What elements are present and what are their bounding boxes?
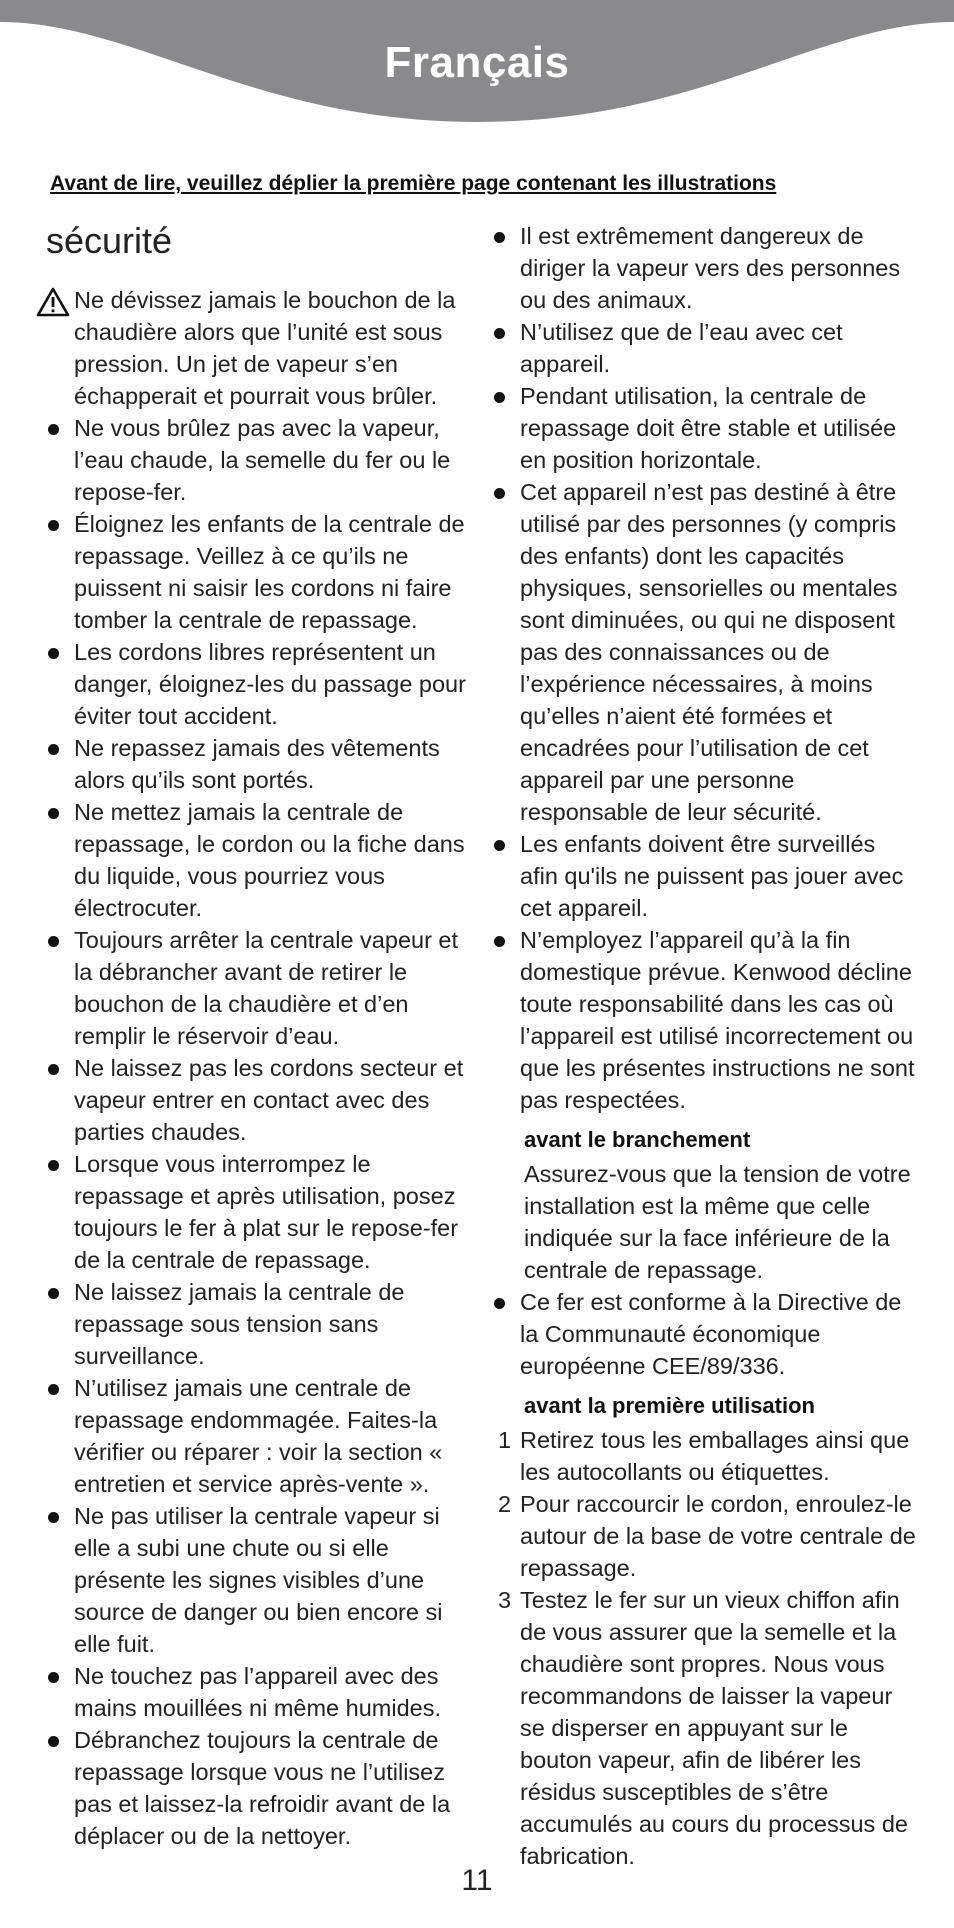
list-item-text: Ne repassez jamais des vêtements alors qu’ils sont portés. <box>74 735 440 793</box>
list-item <box>46 1500 466 1660</box>
bullet-icon <box>48 936 59 947</box>
subsection-title-branchement: avant le branchement <box>524 1127 751 1152</box>
list-item-text: Cet appareil n’est pas destiné à être utilisé par des personnes (y compris des enfants) dont les capacités physiques, sensorielles ou mentales sont diminuées, ou qui ne disposent pas des connaissances ou de l’expérience nécessaires, à moins qu’elles n’aient été formées et encadrées pour l’utilisation de cet appareil par une personne responsable de leur sécurité. <box>520 479 898 825</box>
list-item-text: Les enfants doivent être surveillés afin qu'ils ne puissent pas jouer avec cet appareil. <box>520 831 904 921</box>
section-title-securite: sécurité <box>46 220 173 261</box>
page-number: 11 <box>461 1864 493 1897</box>
warning-item <box>46 284 466 412</box>
list-item <box>492 316 917 380</box>
list-item-text: Ne touchez pas l’appareil avec des mains mouillées ni même humides. <box>74 1663 442 1721</box>
warning-text: Ne dévissez jamais le bouchon de la chaudière alors que l’unité est sous pression. Un jet de vapeur s’en échapperait et pourrait vous brûler. <box>74 287 456 409</box>
list-item-text: N’utilisez jamais une centrale de repassage endommagée. Faites-la vérifier ou réparer : voir la section « entretien et service après-vente ». <box>74 1375 443 1497</box>
bullet-icon <box>48 1160 59 1171</box>
step-item <box>492 1584 917 1872</box>
step-text: Testez le fer sur un vieux chiffon afin de vous assurer que la semelle et la chaudière sont propres. Nous vous recommandons de laisser la vapeur se disperser en appuyant sur le bouton vapeur, afin de libérer les résidus susceptibles de s’être accumulés au cours du processus de fabrication. <box>520 1587 908 1869</box>
bullet-icon <box>494 232 505 243</box>
bullet-icon <box>48 1288 59 1299</box>
step-item <box>492 1424 917 1488</box>
list-item-text: Débranchez toujours la centrale de repassage lorsque vous ne l’utilisez pas et laissez-la refroidir avant de la déplacer ou de la nettoyer. <box>74 1727 451 1849</box>
list-item <box>46 732 466 796</box>
bullet-icon <box>48 1672 59 1683</box>
branchement-list <box>492 1286 917 1382</box>
list-item <box>492 828 917 924</box>
list-item-text: Pendant utilisation, la centrale de repassage doit être stable et utilisée en position horizontale. <box>520 383 897 473</box>
bullet-icon <box>48 424 59 435</box>
list-item <box>492 220 917 316</box>
list-item <box>492 924 917 1116</box>
list-item-text: Il est extrêmement dangereux de diriger la vapeur vers des personnes ou des animaux. <box>520 223 901 313</box>
step-number: 2 <box>498 1491 512 1517</box>
list-item <box>46 1052 466 1148</box>
list-item-text: N’employez l’appareil qu’à la fin domestique prévue. Kenwood décline toute responsabilité dans les cas où l’appareil est utilisé incorrectement ou que les présentes instructions ne sont pas respectées. <box>520 927 915 1113</box>
bullet-icon <box>48 1736 59 1747</box>
bullet-icon <box>494 488 505 499</box>
step-text: Retirez tous les emballages ainsi que les autocollants ou étiquettes. <box>520 1427 910 1485</box>
list-item-text: Ne mettez jamais la centrale de repassage, le cordon ou la fiche dans du liquide, vous pourriez vous électrocuter. <box>74 799 465 921</box>
language-title: Français <box>384 38 570 87</box>
list-item-text: Ne pas utiliser la centrale vapeur si elle a subi une chute ou si elle présente les signes visibles d’une source de danger ou bien encore si elle fuit. <box>74 1503 443 1657</box>
steps-list <box>492 1424 917 1872</box>
list-item <box>46 1660 466 1724</box>
list-item-text: Éloignez les enfants de la centrale de repassage. Veillez à ce qu’ils ne puissent ni saisir les cordons ni faire tomber la centrale de repassage. <box>74 511 465 633</box>
list-item <box>492 1286 917 1382</box>
list-item-text: Ne laissez pas les cordons secteur et vapeur entrer en contact avec des parties chaudes. <box>74 1055 464 1145</box>
bullet-icon <box>494 840 505 851</box>
list-item <box>46 924 466 1052</box>
bullet-icon <box>494 1298 505 1309</box>
list-item <box>492 476 917 828</box>
warning-triangle-icon <box>36 287 70 317</box>
subsection-title-premiere-utilisation: avant la première utilisation <box>524 1393 815 1418</box>
list-item-text: N’utilisez que de l’eau avec cet appareil. <box>520 319 843 377</box>
page-header <box>0 0 954 130</box>
safety-list-right <box>492 220 917 1116</box>
list-item-text: Lorsque vous interrompez le repassage et après utilisation, posez toujours le fer à plat sur le repose-fer de la centrale de repassage. <box>74 1151 459 1273</box>
list-item-text: Toujours arrêter la centrale vapeur et la débrancher avant de retirer le bouchon de la chaudière et d’en remplir le réservoir d’eau. <box>74 927 459 1049</box>
list-item <box>492 380 917 476</box>
bullet-icon <box>48 648 59 659</box>
list-item-text: Ce fer est conforme à la Directive de la Communauté économique européenne CEE/89/336. <box>520 1289 902 1379</box>
left-column <box>46 220 466 1852</box>
bullet-icon <box>48 520 59 531</box>
list-item-text: Ne laissez jamais la centrale de repassage sous tension sans surveillance. <box>74 1279 405 1369</box>
bullet-icon <box>494 936 505 947</box>
step-item <box>492 1488 917 1584</box>
bullet-icon <box>48 744 59 755</box>
bullet-icon <box>48 1384 59 1395</box>
list-item <box>46 1276 466 1372</box>
step-number: 3 <box>498 1587 512 1613</box>
bullet-icon <box>48 808 59 819</box>
right-column <box>492 220 917 1872</box>
list-item <box>46 1148 466 1276</box>
step-text: Pour raccourcir le cordon, enroulez-le autour de la base de votre centrale de repassage. <box>520 1491 916 1581</box>
bullet-icon <box>48 1512 59 1523</box>
bullet-icon <box>494 328 505 339</box>
bullet-icon <box>494 392 505 403</box>
list-item <box>46 1724 466 1852</box>
fold-notice: Avant de lire, veuillez déplier la première page contenant les illustrations <box>50 172 777 195</box>
safety-list-left <box>46 412 466 1852</box>
list-item-text: Les cordons libres représentent un danger, éloignez-les du passage pour éviter tout accident. <box>74 639 466 729</box>
list-item <box>46 796 466 924</box>
list-item <box>46 412 466 508</box>
list-item-text: Ne vous brûlez pas avec la vapeur, l’eau chaude, la semelle du fer ou le repose-fer. <box>74 415 451 505</box>
list-item <box>46 1372 466 1500</box>
branchement-text: Assurez-vous que la tension de votre installation est la même que celle indiquée sur la face inférieure de la centrale de repassage. <box>524 1161 911 1283</box>
bullet-icon <box>48 1064 59 1075</box>
list-item <box>46 508 466 636</box>
step-number: 1 <box>498 1427 512 1453</box>
list-item <box>46 636 466 732</box>
